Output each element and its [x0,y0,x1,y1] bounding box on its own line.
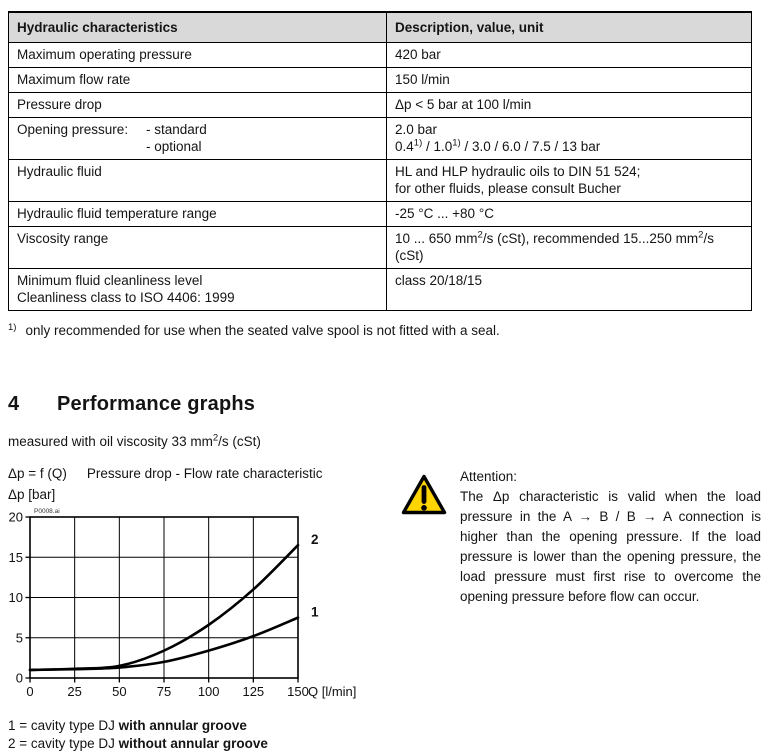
chart-legend [8,717,400,752]
characteristic-cell: Maximum operating pressure [9,43,387,68]
characteristic-cell: Hydraulic fluid temperature range [9,202,387,227]
svg-text:5: 5 [16,630,23,645]
pressure-drop-chart [8,502,400,705]
legend-item: 1 = cavity type DJ with annular groove [8,717,400,735]
graph-row [8,466,751,752]
chart-canvas [8,502,380,700]
value-cell: 420 bar [387,43,752,68]
svg-text:150: 150 [287,684,309,699]
section-title: Performance graphs [57,393,255,416]
svg-text:50: 50 [112,684,126,699]
value-cell: class 20/18/15 [387,269,752,311]
table-row [9,227,752,269]
svg-text:75: 75 [157,684,171,699]
attention-block [400,467,761,752]
table-row [9,202,752,227]
svg-text:Q [l/min]: Q [l/min] [308,684,356,699]
svg-text:25: 25 [67,684,81,699]
chart-equation: Δp = f (Q) [8,466,67,481]
table-header-row [9,12,752,43]
hydraulic-characteristics-table [8,11,752,311]
value-cell: 150 l/min [387,68,752,93]
svg-text:15: 15 [9,550,23,565]
table-row [9,68,752,93]
warning-icon [400,473,448,517]
section-number: 4 [8,393,57,416]
attention-title: Attention: [460,467,761,487]
footnote [8,322,751,339]
value-cell: 2.0 bar 0.4$^{1)}$ / 1.0$^{1)}$ / 3.0 / 6.0 / 7.5 / 13 bar [387,118,752,160]
table-header-characteristics: Hydraulic characteristics [9,12,387,43]
table-row [9,118,752,160]
svg-text:1: 1 [311,605,319,620]
table-header-description: Description, value, unit [387,12,752,43]
svg-text:0: 0 [16,671,23,686]
table-row [9,93,752,118]
svg-text:10: 10 [9,590,23,605]
measurement-note: measured with oil viscosity 33 $mm^2/s$ (cSt) [8,434,751,449]
value-cell: 10 ... 650 $mm^2/s$ (cSt), recommended 15...250 $mm^2/s$ (cSt) [387,227,752,269]
table-row [9,160,752,202]
characteristic-cell: Maximum flow rate [9,68,387,93]
svg-text:0: 0 [26,684,33,699]
characteristic-cell: Minimum fluid cleanliness level Cleanliness class to ISO 4406: 1999 [9,269,387,311]
svg-text:100: 100 [198,684,220,699]
table-row [9,269,752,311]
svg-text:P0008.ai: P0008.ai [34,508,60,515]
footnote-text: only recommended for use when the seated valve spool is not fitted with a seal. [25,323,499,338]
svg-text:2: 2 [311,532,319,547]
footnote-marker: 1) [8,322,16,333]
svg-text:125: 125 [242,684,264,699]
attention-body: The Δp characteristic is valid when the load pressure in the A → B / B → A connection is higher than the opening pressure. If the load pressure is lower than the opening pressure, the load pressure must first rise to overcome the opening pressure before flow can occur. [460,489,761,604]
characteristic-cell: Hydraulic fluid [9,160,387,202]
table-row [9,43,752,68]
section-heading [8,393,751,416]
chart-block [8,466,400,752]
chart-title: Pressure drop - Flow rate characteristic [87,466,323,481]
chart-y-axis-label: Δp [bar] [8,487,400,502]
chart-title-line [8,466,400,487]
attention-text [460,467,761,752]
characteristic-cell: Opening pressure: - standard - optional [9,118,387,160]
value-cell: Δp < 5 bar at 100 l/min [387,93,752,118]
value-cell: -25 °C ... +80 °C [387,202,752,227]
legend-item: 2 = cavity type DJ without annular groove [8,735,400,752]
characteristic-cell: Viscosity range [9,227,387,269]
svg-text:20: 20 [9,510,23,525]
value-cell: HL and HLP hydraulic oils to DIN 51 524; for other fluids, please consult Bucher [387,160,752,202]
characteristic-cell: Pressure drop [9,93,387,118]
